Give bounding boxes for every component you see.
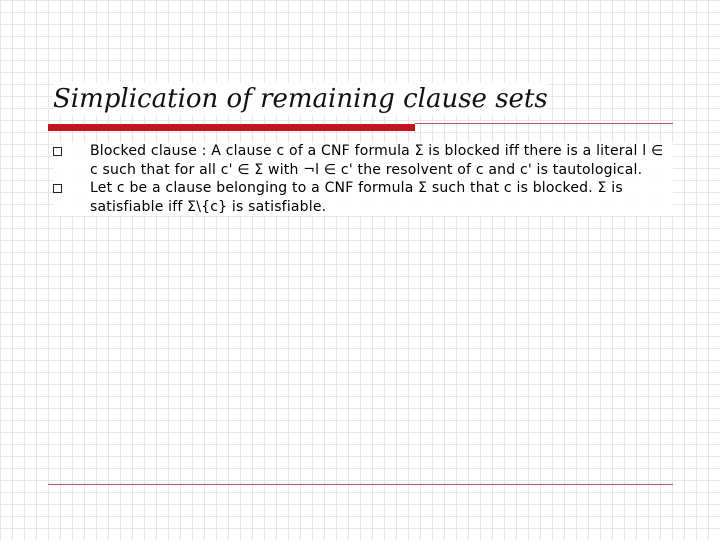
square-bullet-icon	[53, 184, 62, 193]
bullet-item-blocked-clause	[53, 142, 673, 179]
title-divider-line	[415, 123, 673, 124]
bullet-item-satisfiability	[53, 179, 673, 216]
bullet-list	[53, 142, 673, 216]
bullet-text: Let c be a clause belonging to a CNF formula Σ such that c is blocked. Σ is satisfiable iff Σ\{c} is satisfiable.	[90, 180, 623, 215]
slide-title: Simplication of remaining clause sets	[53, 84, 548, 114]
title-accent-bar	[48, 124, 415, 131]
bullet-text: Blocked clause : A clause c of a CNF formula Σ is blocked iff there is a literal l ∈ c such that for all c' ∈ Σ with ¬l ∈ c' the resolvent of c and c' is tautological.	[90, 143, 664, 178]
square-bullet-icon	[53, 147, 62, 156]
footer-divider-line	[48, 484, 673, 485]
